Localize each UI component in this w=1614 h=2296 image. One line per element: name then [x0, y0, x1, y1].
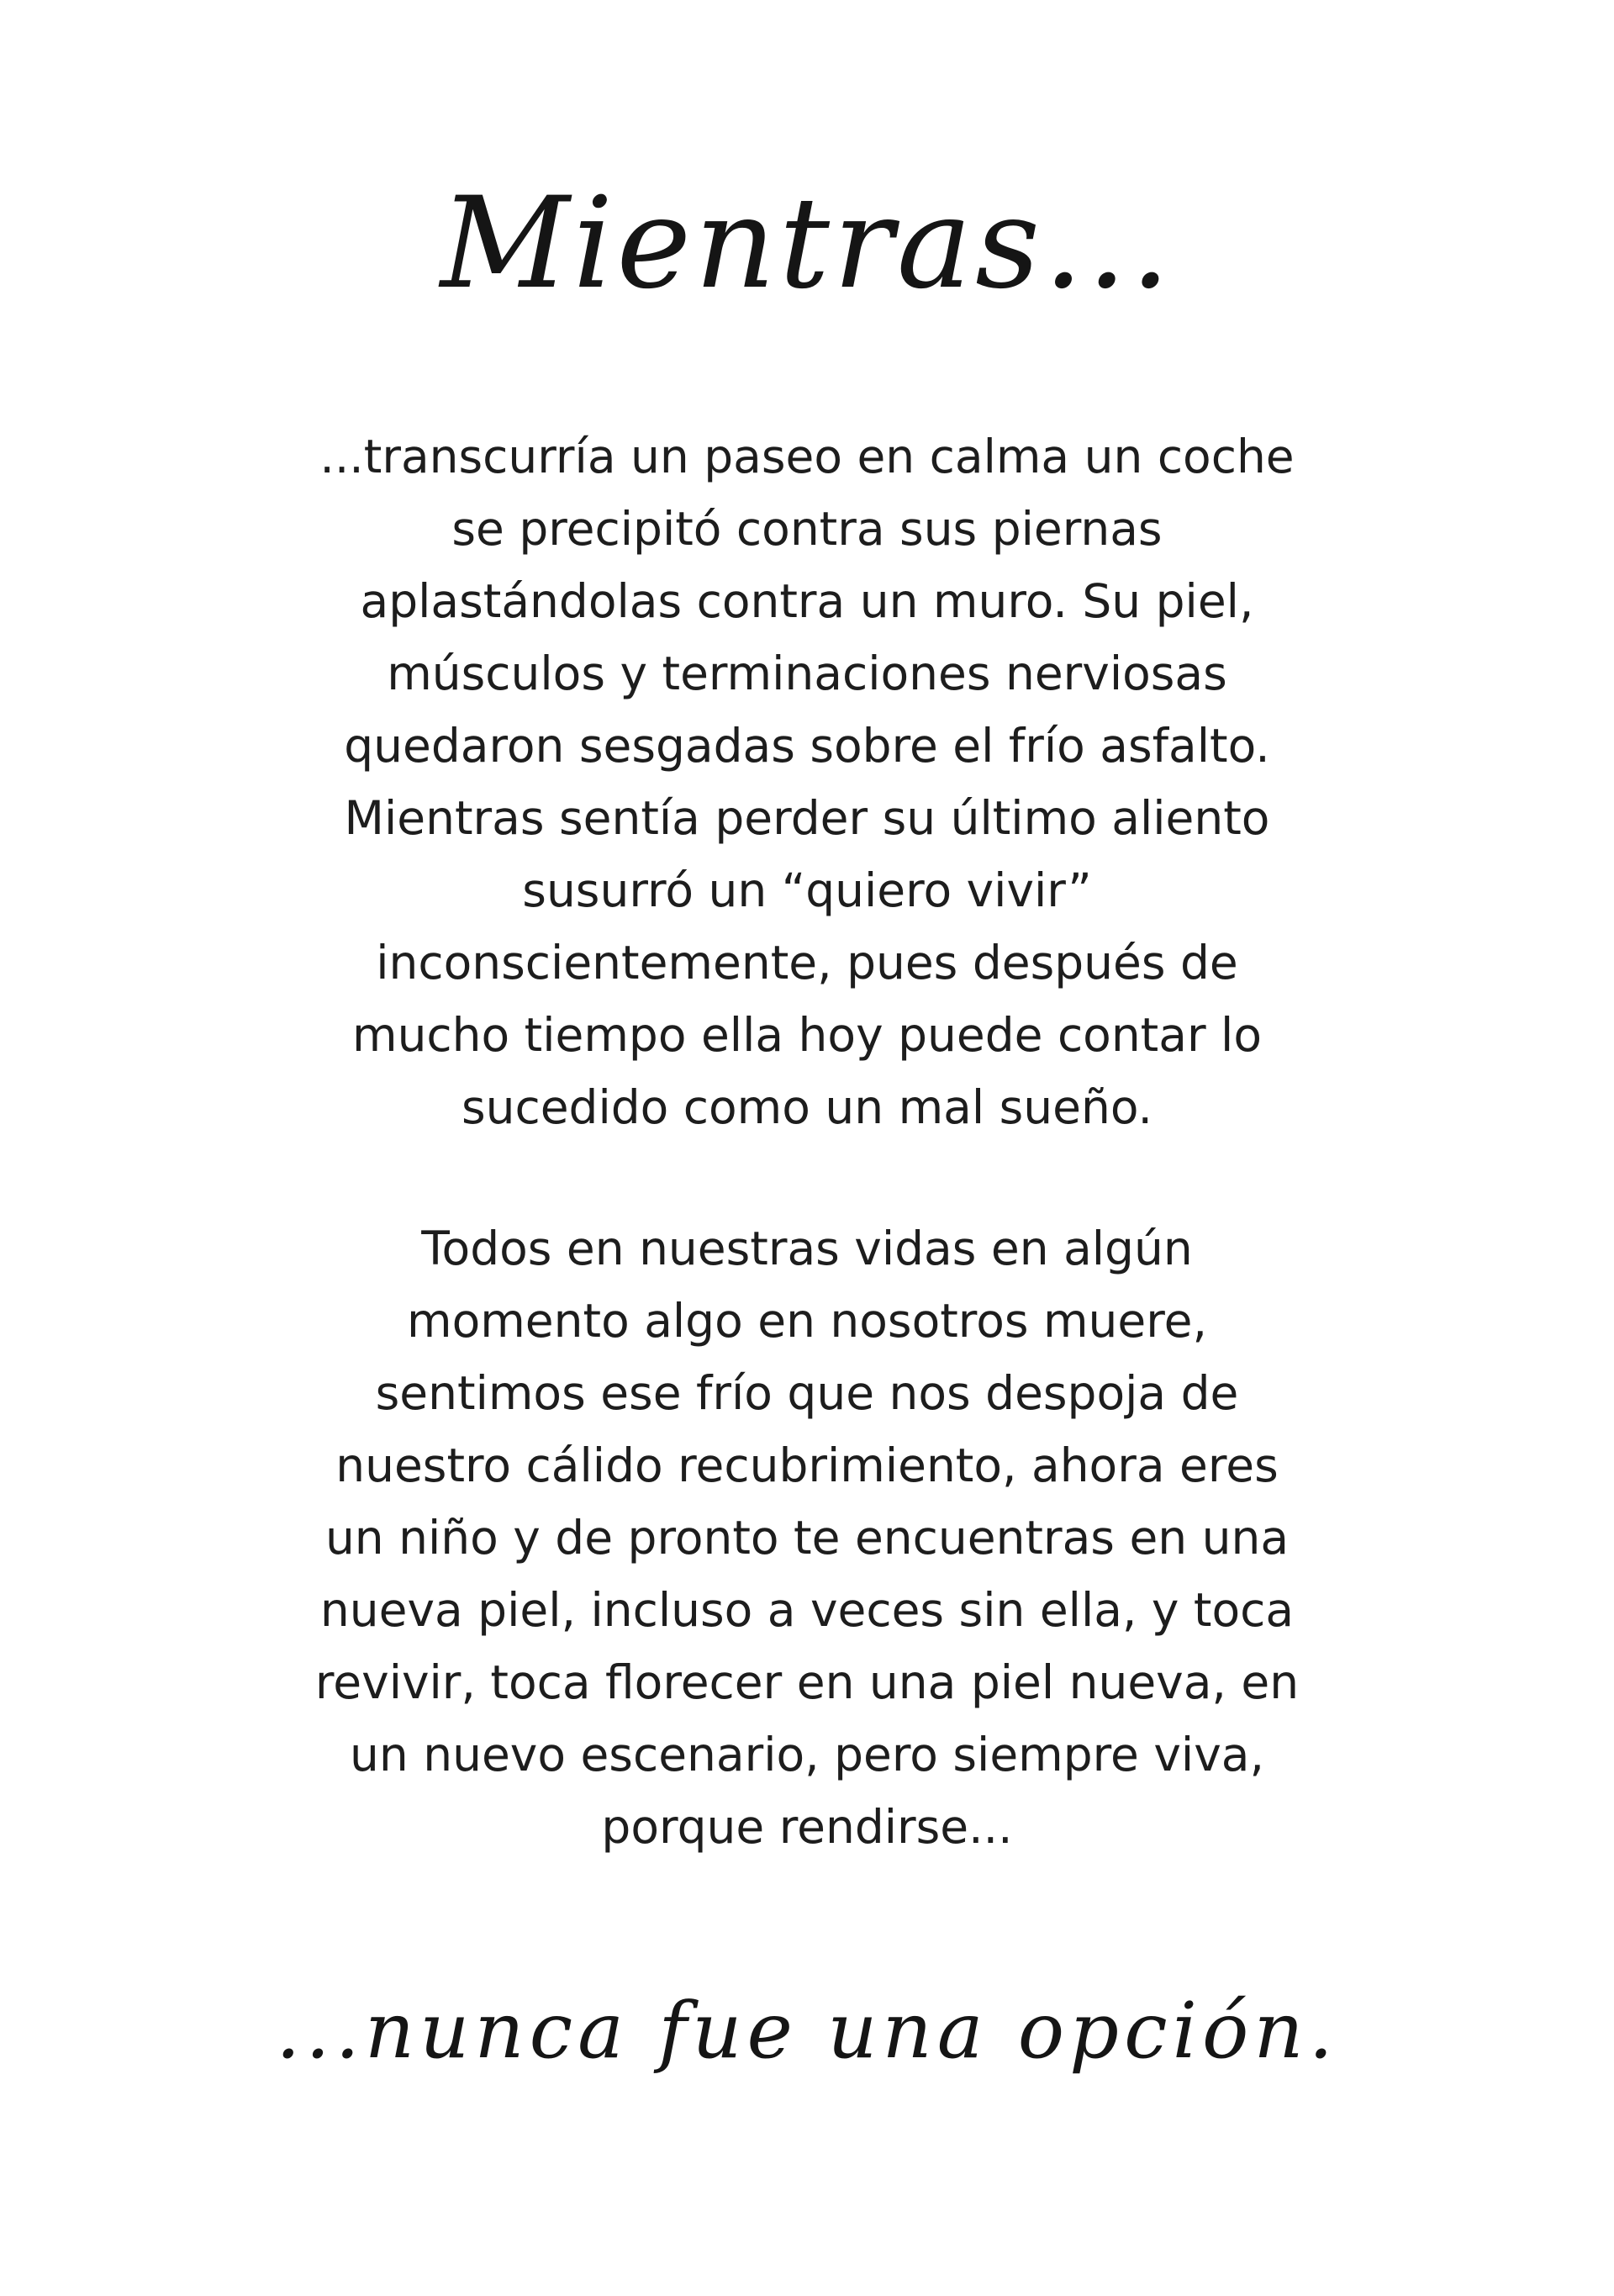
text-line: mucho tiempo ella hoy puede contar lo — [352, 1008, 1262, 1062]
text-line: susurró un “quiero vivir” — [522, 863, 1092, 917]
paragraph-1 — [303, 420, 1311, 1143]
text-line: Mientras sentía perder su último aliento — [344, 791, 1270, 845]
text-line: quedaron sesgadas sobre el frío asfalto. — [344, 719, 1270, 773]
text-line: sucedido como un mal sueño. — [461, 1080, 1153, 1134]
text-line: un nuevo escenario, pero siempre viva, — [350, 1728, 1264, 1781]
text-line: nueva piel, incluso a veces sin ella, y toca — [319, 1583, 1295, 1637]
paragraph-2 — [303, 1212, 1311, 1863]
text-line: ...transcurría un paseo en calma un coche — [319, 430, 1295, 483]
text-line: Todos en nuestras vidas en algún — [421, 1222, 1193, 1275]
text-line: sentimos ese frío que nos despoja de — [375, 1366, 1239, 1420]
text-line: nuestro cálido recubrimiento, ahora eres — [335, 1438, 1279, 1492]
text-line: un niño y de pronto te encuentras en una — [324, 1511, 1290, 1565]
text-line: momento algo en nosotros muere, — [407, 1294, 1207, 1348]
text-line: aplastándolas contra un muro. Su piel, — [360, 574, 1254, 628]
text-line: músculos y terminaciones nerviosas — [387, 647, 1227, 700]
text-line: inconscientemente, pues después de — [376, 936, 1238, 990]
text-line: se precipitó contra sus piernas — [451, 502, 1163, 556]
page-title: Mientras... — [440, 171, 1174, 317]
closing-line: ...nunca fue una opción. — [276, 1986, 1338, 2076]
text-line: revivir, toca florecer en una piel nueva, en — [314, 1655, 1300, 1709]
text-line: porque rendirse... — [601, 1800, 1013, 1854]
